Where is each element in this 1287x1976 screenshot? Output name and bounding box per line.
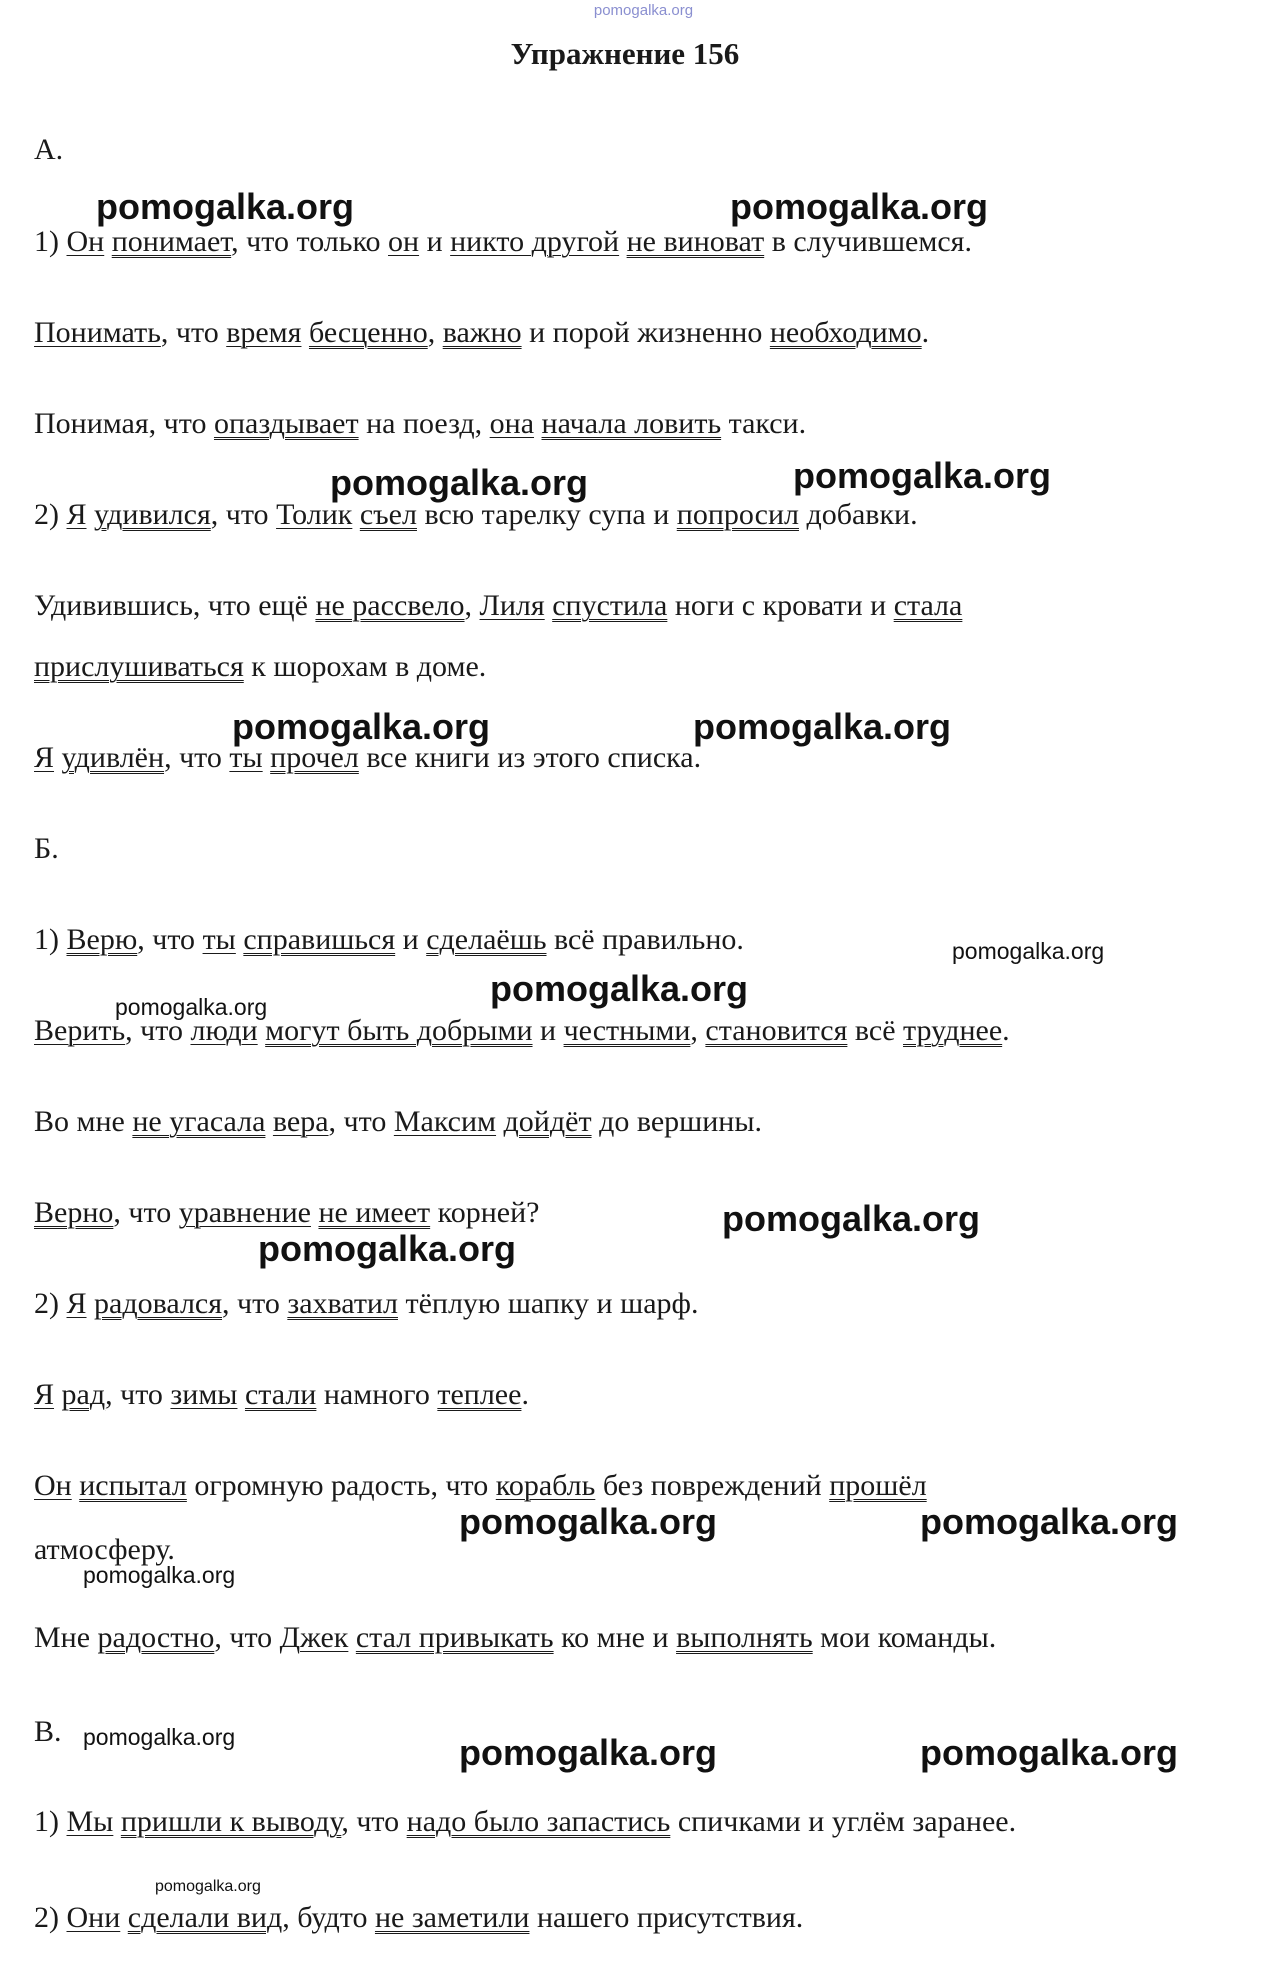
predicate: важно	[442, 316, 522, 349]
section-b-label: Б.	[34, 832, 59, 865]
predicate: стал привыкать	[355, 1621, 554, 1654]
predicate: честными	[563, 1014, 691, 1047]
predicate: прошёл	[829, 1469, 927, 1502]
section-v-label: В.	[34, 1715, 62, 1748]
watermark: pomogalka.org	[232, 706, 491, 747]
sentence-b7: Он испытал огромную радость, что корабль без повреждений прошёл	[34, 1469, 927, 1502]
predicate: радостно	[97, 1621, 215, 1654]
sentence-a5: Удивившись, что ещё не рассвело, Лиля спустила ноги с кровати и стала	[34, 589, 963, 622]
predicate: необходимо	[769, 316, 922, 349]
predicate: не заметили	[374, 1901, 530, 1934]
watermark: pomogalka.org	[693, 706, 952, 747]
sentence-v2: 2) Они сделали вид, будто не заметили нашего присутствия.	[34, 1901, 804, 1934]
subject: она	[489, 407, 535, 440]
subject: он	[388, 225, 420, 258]
predicate: радовался	[94, 1287, 223, 1320]
predicate: не имеет	[318, 1196, 431, 1229]
subject: Он	[34, 1469, 72, 1502]
subject: вера	[272, 1105, 329, 1138]
predicate: не рассвело	[315, 589, 465, 622]
sentence-b3: Во мне не угасала вера, что Максим дойдёт до вершины.	[34, 1105, 762, 1138]
predicate: становится	[705, 1014, 848, 1047]
predicate: труднее	[903, 1014, 1003, 1047]
predicate: пришли к выводу	[120, 1805, 342, 1838]
sentence-v1: 1) Мы пришли к выводу, что надо было запастись спичками и углём заранее.	[34, 1805, 1017, 1838]
predicate: теплее	[437, 1378, 522, 1411]
subject: Я	[34, 741, 55, 774]
predicate: испытал	[79, 1469, 187, 1502]
subject: никто другой	[450, 225, 620, 258]
subject: уравнение	[178, 1196, 311, 1229]
predicate: могут быть добрыми	[265, 1014, 533, 1047]
predicate: прислушиваться	[34, 650, 244, 683]
subject: время	[226, 316, 302, 349]
sentence-b1: 1) Верю, что ты справишься и сделаёшь всё правильно.	[34, 923, 744, 956]
watermark: pomogalka.org	[793, 455, 1052, 496]
predicate: справишься	[243, 923, 396, 956]
watermark: pomogalka.org	[258, 1228, 517, 1269]
predicate: выполнять	[676, 1621, 813, 1654]
site-header-watermark: pomogalka.org	[593, 2, 694, 19]
watermark: pomogalka.org	[920, 1501, 1179, 1542]
predicate: стала	[893, 589, 963, 622]
watermark: pomogalka.org	[722, 1198, 981, 1239]
subject: зимы	[170, 1378, 238, 1411]
watermark: pomogalka.org	[952, 938, 1105, 964]
predicate: дойдёт	[503, 1105, 592, 1138]
subject: Максим	[393, 1105, 497, 1138]
subject: Мы	[66, 1805, 114, 1838]
section-a-label: А.	[34, 133, 64, 166]
predicate: захватил	[287, 1287, 398, 1320]
predicate: бесценно	[308, 316, 428, 349]
subject: Верить	[34, 1014, 126, 1047]
predicate: съел	[359, 498, 417, 531]
subject: Он	[66, 225, 105, 258]
subject: корабль	[495, 1469, 596, 1502]
predicate: не виноват	[626, 225, 765, 258]
watermark: pomogalka.org	[330, 462, 589, 503]
exercise-title: Упражнение 156	[510, 36, 740, 71]
predicate: стали	[244, 1378, 317, 1411]
sentence-a4: 2) Я удивился, что Толик съел всю тарелку супа и попросил добавки.	[34, 498, 918, 531]
subject: Я	[66, 1287, 87, 1320]
watermark: pomogalka.org	[83, 1724, 236, 1750]
subject: Я	[34, 1378, 55, 1411]
sentence-a1: 1) Он понимает, что только он и никто другой не виноват в случившемся.	[34, 225, 972, 258]
predicate: попросил	[676, 498, 799, 531]
predicate: Верно	[34, 1196, 114, 1229]
sentence-a7: Я удивлён, что ты прочел все книги из этого списка.	[34, 741, 702, 774]
predicate: надо было запастись	[406, 1805, 671, 1838]
watermark: pomogalka.org	[83, 1562, 236, 1588]
predicate: не угасала	[132, 1105, 266, 1138]
subject: люди	[190, 1014, 258, 1047]
sentence-a3: Понимая, что опаздывает на поезд, она начала ловить такси.	[34, 407, 807, 440]
sentence-a6: прислушиваться к шорохам в доме.	[34, 650, 487, 683]
watermark: pomogalka.org	[115, 994, 268, 1020]
subject: ты	[229, 741, 263, 774]
predicate: рад	[61, 1378, 106, 1411]
predicate: Верю	[66, 923, 138, 956]
predicate: начала ловить	[541, 407, 722, 440]
predicate: сделаёшь	[426, 923, 547, 956]
subject: Джек	[279, 1621, 349, 1654]
subject: Они	[66, 1901, 121, 1934]
predicate: удивился	[94, 498, 211, 531]
sentence-b8: атмосферу.	[34, 1533, 175, 1566]
subject: ты	[202, 923, 236, 956]
watermark: pomogalka.org	[730, 186, 989, 227]
watermark: pomogalka.org	[459, 1501, 718, 1542]
watermark: pomogalka.org	[459, 1732, 718, 1773]
subject: Лиля	[479, 589, 545, 622]
predicate: опаздывает	[213, 407, 359, 440]
predicate: спустила	[552, 589, 668, 622]
predicate: удивлён	[61, 741, 165, 774]
predicate: прочел	[270, 741, 359, 774]
sentence-b5: 2) Я радовался, что захватил тёплую шапку и шарф.	[34, 1287, 699, 1320]
subject: Понимать	[34, 316, 161, 349]
sentence-b2: Верить, что люди могут быть добрыми и честными, становится всё труднее.	[34, 1014, 1010, 1047]
predicate: понимает	[111, 225, 232, 258]
watermark: pomogalka.org	[920, 1732, 1179, 1773]
sentence-a2: Понимать, что время бесценно, важно и порой жизненно необходимо.	[34, 316, 930, 349]
watermark: pomogalka.org	[490, 968, 749, 1009]
sentence-b9: Мне радостно, что Джек стал привыкать ко мне и выполнять мои команды.	[34, 1621, 997, 1654]
sentence-b4: Верно, что уравнение не имеет корней?	[34, 1196, 540, 1229]
watermark: pomogalka.org	[155, 1878, 261, 1895]
predicate: сделали вид	[127, 1901, 283, 1934]
subject: Я	[66, 498, 87, 531]
watermark: pomogalka.org	[96, 186, 355, 227]
subject: Толик	[276, 498, 353, 531]
sentence-b6: Я рад, что зимы стали намного теплее.	[34, 1378, 529, 1411]
